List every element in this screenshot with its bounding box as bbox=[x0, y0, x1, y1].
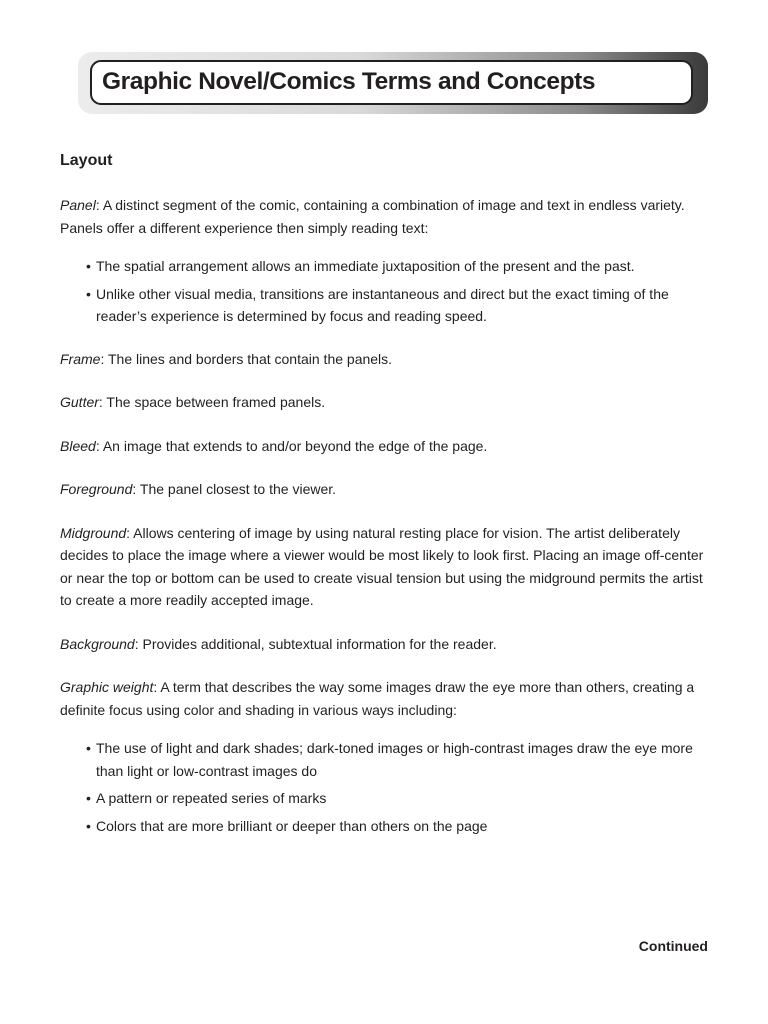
term-midground bbox=[60, 522, 710, 612]
section-heading: Layout bbox=[60, 152, 113, 169]
term-label: Graphic weight bbox=[60, 679, 154, 695]
term-label: Frame bbox=[60, 350, 101, 367]
term-definition: : Allows centering of image by using natural resting place for vision. The artist deliberately decides to place the image where a viewer would be most likely to look first. Placing an image off-center or near the top or bottom can be used to create visual tension but using the midground permits the artist to create a more readily accepted image. bbox=[60, 524, 704, 608]
term-definition: : The panel closest to the viewer. bbox=[132, 481, 337, 497]
term-definition: : An image that extends to and/or beyond the edge of the page. bbox=[95, 437, 488, 454]
list-item: • The spatial arrangement allows an immediate juxtaposition of the present and the past. bbox=[86, 255, 710, 278]
list-item: • The use of light and dark shades; dark-toned images or high-contrast images draw the eye more than light or low-contrast images do bbox=[86, 737, 710, 782]
term-label: Panel bbox=[60, 197, 96, 213]
term-foreground bbox=[60, 478, 710, 501]
term-definition: : A distinct segment of the comic, containing a combination of image and text in endless variety. Panels offer a different experience then simply reading text: bbox=[60, 197, 685, 236]
title-box bbox=[90, 60, 693, 105]
list-item: • Colors that are more brilliant or deeper than others on the page bbox=[86, 815, 710, 838]
term-bleed bbox=[60, 435, 710, 458]
term-label: Foreground bbox=[60, 481, 133, 497]
continued-label: Continued bbox=[638, 938, 708, 954]
graphic-weight-bullet-list bbox=[60, 737, 710, 837]
term-graphic-weight bbox=[60, 676, 710, 721]
term-label: Midground bbox=[60, 524, 127, 541]
term-label: Bleed bbox=[60, 437, 96, 454]
list-item: • Unlike other visual media, transitions are instantaneous and direct but the exact timing of the reader’s experience is determined by focus and reading speed. bbox=[86, 283, 710, 328]
term-label: Gutter bbox=[60, 394, 99, 410]
term-label: Background bbox=[60, 635, 135, 652]
list-item: • A pattern or repeated series of marks bbox=[86, 787, 710, 810]
term-panel bbox=[60, 194, 710, 239]
term-gutter bbox=[60, 391, 710, 414]
term-frame bbox=[60, 348, 710, 371]
page-title: Graphic Novel/Comics Terms and Concepts bbox=[102, 68, 596, 95]
term-definition: : A term that describes the way some images draw the eye more than others, creating a definite focus using color and shading in various ways including: bbox=[60, 679, 695, 718]
document-body bbox=[60, 148, 710, 855]
term-definition: : The space between framed panels. bbox=[98, 394, 326, 410]
term-definition: : The lines and borders that contain the panels. bbox=[100, 350, 393, 367]
title-banner bbox=[78, 52, 708, 114]
term-background bbox=[60, 633, 710, 656]
term-definition: : Provides additional, subtextual information for the reader. bbox=[134, 635, 497, 652]
panel-bullet-list bbox=[60, 255, 710, 328]
